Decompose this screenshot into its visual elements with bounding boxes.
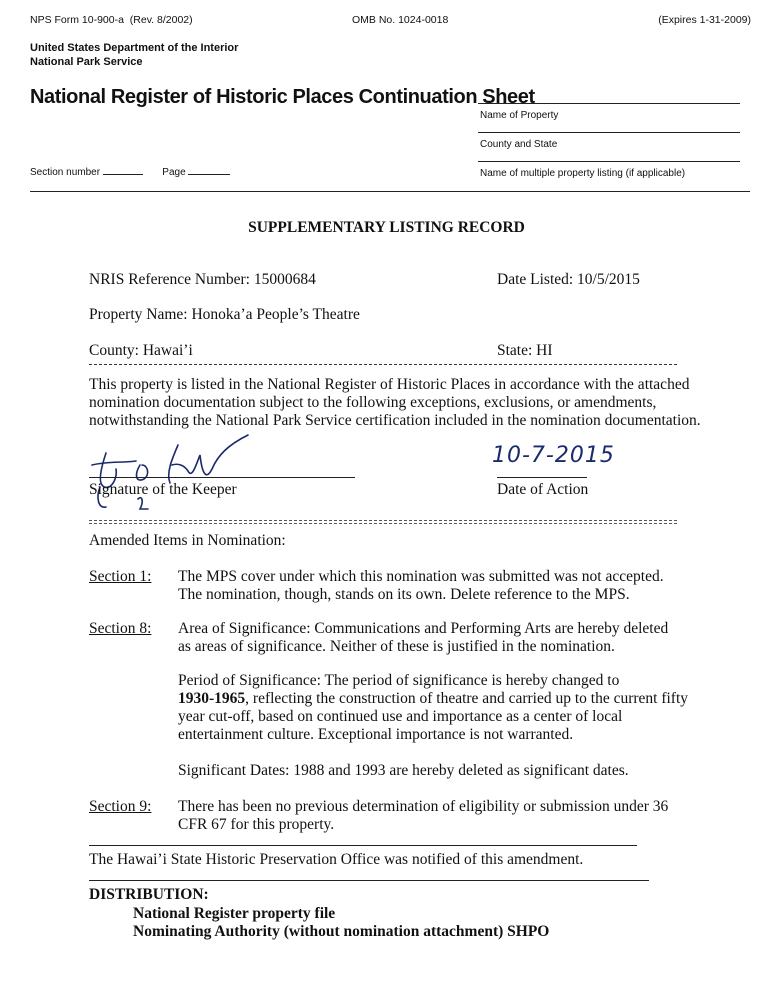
- period-of-significance-dates: 1930-1965: [178, 690, 246, 707]
- section-8-p2-line-2: 1930-1965, reflecting the construction of theatre and carried up to the current fifty: [178, 690, 689, 707]
- keeper-signature: [78, 425, 278, 520]
- county-state-line: [478, 132, 740, 133]
- date-line: [497, 477, 587, 478]
- date-of-action-handwritten: 10-7-2015: [492, 443, 615, 468]
- dashed-divider: [89, 364, 677, 365]
- department: United States Department of the Interior: [30, 42, 239, 54]
- statement-line-1: This property is listed in the National Register of Historic Places in accordance with the attached: [89, 376, 690, 393]
- property-name-line: [478, 103, 740, 104]
- page-label: Page: [162, 167, 186, 178]
- section-9-label: Section 9:: [89, 798, 152, 815]
- section-9-line-2: CFR 67 for this property.: [178, 816, 335, 833]
- section-8-p2-line-1: Period of Significance: The period of significance is hereby changed to: [178, 672, 620, 689]
- section-8-label: Section 8:: [89, 620, 152, 637]
- shpo-divider: [89, 845, 637, 846]
- section-page-row: [30, 167, 230, 178]
- section-1-label: Section 1:: [89, 568, 152, 585]
- signature-label: Signature of the Keeper: [89, 481, 237, 498]
- state: State: HI: [497, 342, 553, 359]
- section-8-p2-line-3: year cut-off, based on continued use and importance as a center of local: [178, 708, 623, 725]
- signature-line: [89, 477, 355, 478]
- nris-reference: NRIS Reference Number: 15000684: [89, 271, 316, 288]
- double-divider: [89, 520, 677, 524]
- record-heading: SUPPLEMENTARY LISTING RECORD: [248, 219, 525, 236]
- section-8-p1-line-2: as areas of significance. Neither of these is justified in the nomination.: [178, 638, 615, 655]
- distribution-item-1: National Register property file: [133, 905, 336, 922]
- date-of-action-label: Date of Action: [497, 481, 589, 498]
- section-1-line-1: The MPS cover under which this nomination was submitted was not accepted.: [178, 568, 664, 585]
- service: National Park Service: [30, 56, 143, 68]
- date-listed: Date Listed: 10/5/2015: [497, 271, 640, 288]
- section-8-p2-line-4: entertainment culture. Exceptional importance is not warranted.: [178, 726, 574, 743]
- page-blank: [188, 174, 230, 175]
- section-1-line-2: The nomination, though, stands on its own. Delete reference to the MPS.: [178, 586, 630, 603]
- distribution-item-2: Nominating Authority (without nomination attachment) SHPO: [133, 923, 550, 940]
- section-9-line-1: There has been no previous determination of eligibility or submission under 36: [178, 798, 669, 815]
- header-divider: [30, 191, 750, 192]
- name-of-property-label: Name of Property: [480, 110, 559, 121]
- distribution-heading: DISTRIBUTION:: [89, 886, 209, 903]
- form-number: NPS Form 10-900-a (Rev. 8/2002): [30, 14, 193, 26]
- expiration: (Expires 1-31-2009): [658, 14, 751, 26]
- multiple-listing-line: [478, 161, 740, 162]
- section-number-blank: [103, 174, 143, 175]
- statement-line-3: notwithstanding the National Park Service certification included in the nomination documentation.: [89, 412, 701, 429]
- multiple-listing-label: Name of multiple property listing (if applicable): [480, 168, 686, 179]
- shpo-note: The Hawai’i State Historic Preservation Office was notified of this amendment.: [89, 851, 584, 868]
- distribution-divider: [89, 880, 649, 881]
- amended-items-heading: Amended Items in Nomination:: [89, 532, 286, 549]
- form-title: National Register of Historic Places Continuation Sheet: [30, 86, 535, 108]
- statement-line-2: nomination documentation subject to the following exceptions, exclusions, or amendments,: [89, 394, 657, 411]
- section-number-label: Section number: [30, 167, 101, 178]
- county-state-label: County and State: [480, 139, 558, 150]
- section-8-p3: Significant Dates: 1988 and 1993 are hereby deleted as significant dates.: [178, 762, 629, 779]
- omb-number: OMB No. 1024-0018: [352, 14, 449, 26]
- county: County: Hawai’i: [89, 342, 193, 359]
- property-name: Property Name: Honoka’a People’s Theatre: [89, 306, 360, 323]
- section-8-p1-line-1: Area of Significance: Communications and Performing Arts are hereby deleted: [178, 620, 669, 637]
